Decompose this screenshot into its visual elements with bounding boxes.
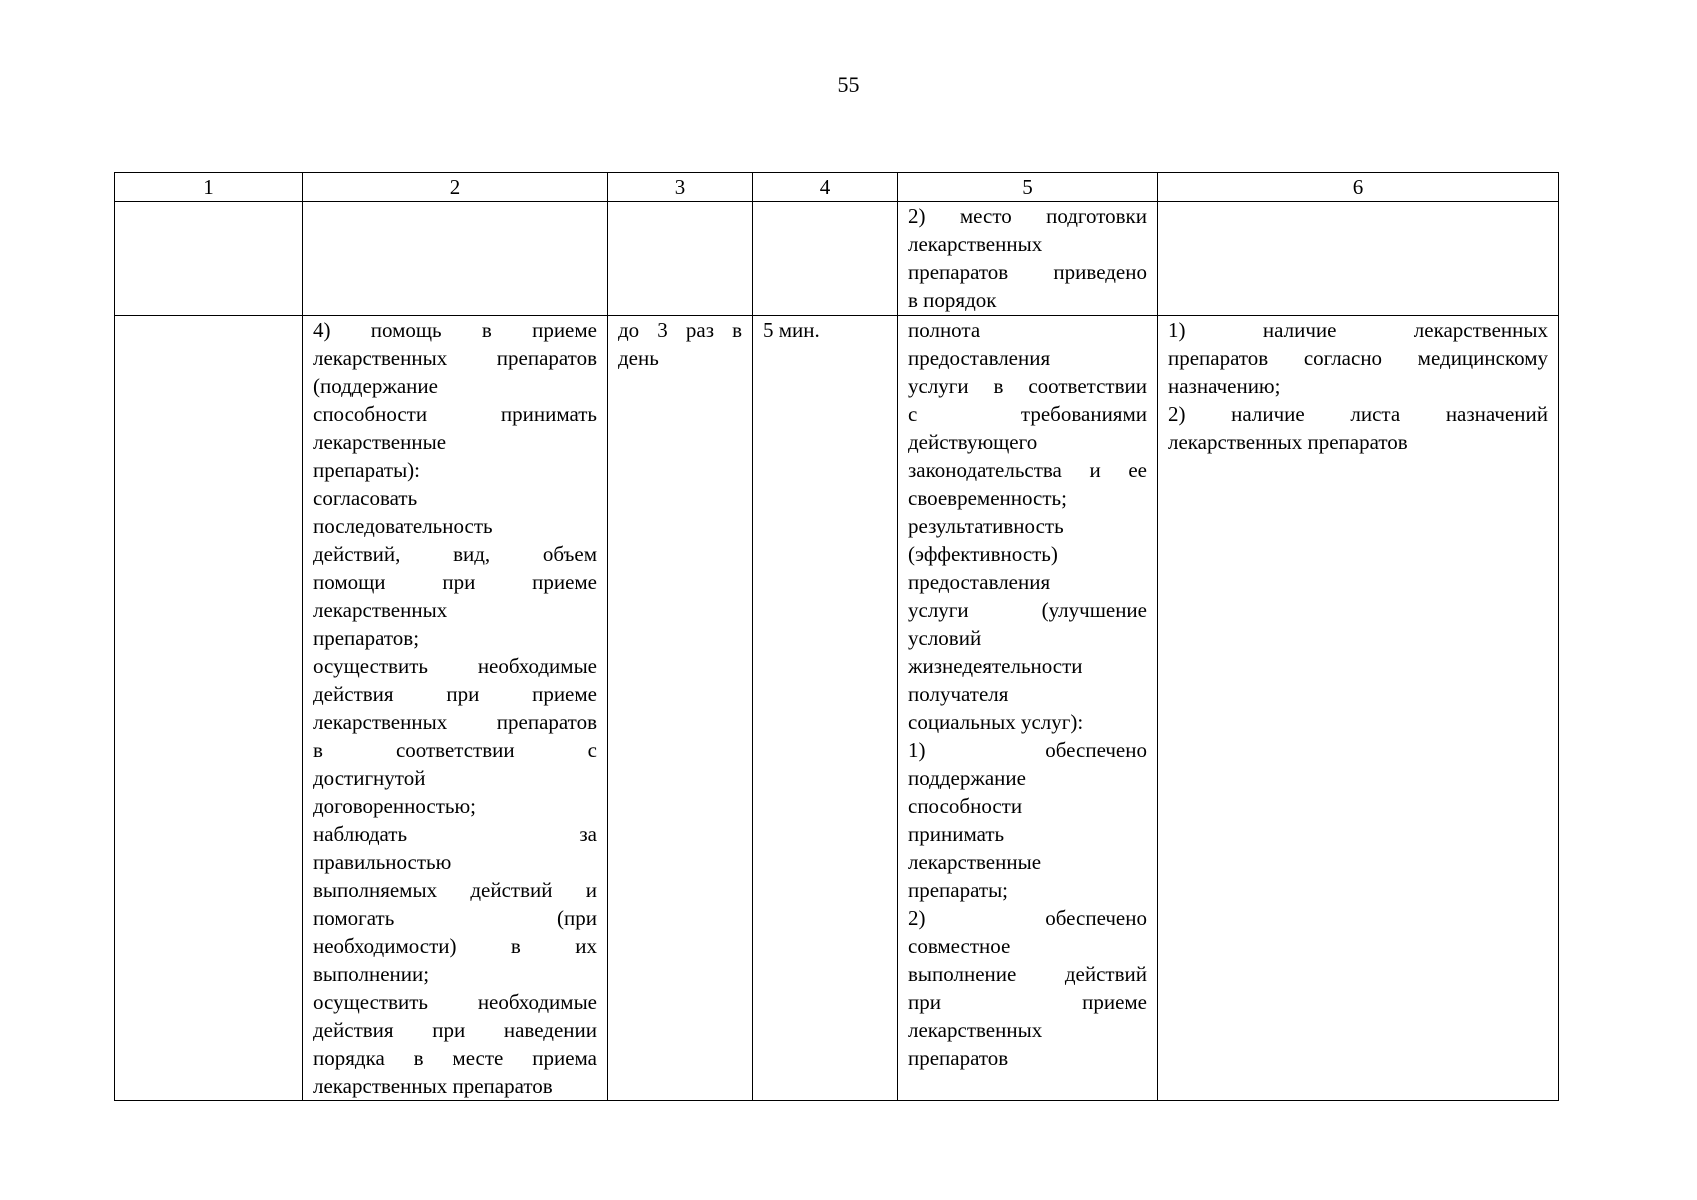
table-cell — [1158, 202, 1559, 316]
text-line: полнота — [908, 318, 981, 342]
text-line: 2) наличие листа назначений — [1168, 402, 1548, 426]
table-row — [115, 202, 1559, 316]
text-line: лекарственных препаратов — [313, 1074, 553, 1098]
frequency-cell — [608, 316, 753, 1101]
text-line: препаратов — [908, 1046, 1009, 1070]
text-line: препаратов согласно медицинскому — [1168, 346, 1548, 370]
text-line: достигнутой — [313, 766, 426, 790]
text-line: результативность — [908, 514, 1064, 538]
text-line: последовательность — [313, 514, 493, 538]
text-line: договоренностью; — [313, 794, 476, 818]
quality-indicator-cell — [898, 202, 1158, 316]
text-line: способности — [908, 794, 1023, 818]
services-table — [114, 172, 1559, 1101]
text-line: препаратов приведено — [908, 260, 1147, 284]
column-header-6: 6 — [1158, 173, 1559, 202]
column-header-3: 3 — [608, 173, 753, 202]
page-number: 55 — [837, 72, 860, 97]
text-line: при приеме — [908, 990, 1147, 1014]
text-line: лекарственных — [313, 598, 448, 622]
text-line: согласовать — [313, 486, 418, 510]
text-line: условий — [908, 626, 982, 650]
text-line: лекарственных препаратов — [1168, 430, 1408, 454]
table-cell — [608, 202, 753, 316]
text-line: действий, вид, объем — [313, 542, 597, 566]
text-line: 5 мин. — [763, 318, 820, 342]
column-header-4: 4 — [753, 173, 898, 202]
table-cell — [115, 316, 303, 1101]
text-line: услуги (улучшение — [908, 598, 1147, 622]
text-line: препараты): — [313, 458, 421, 482]
column-header-1: 1 — [115, 173, 303, 202]
table-cell — [753, 202, 898, 316]
text-line: препараты; — [908, 878, 1009, 902]
text-line: жизнедеятельности — [908, 654, 1083, 678]
table-cell — [115, 202, 303, 316]
column-header-5: 5 — [898, 173, 1158, 202]
text-line: правильностью — [313, 850, 452, 874]
text-line: помощи при приеме — [313, 570, 597, 594]
text-line: лекарственных — [908, 1018, 1043, 1042]
table-row — [115, 316, 1559, 1101]
text-line: 1) наличие лекарственных — [1168, 318, 1548, 342]
text-line: лекарственных препаратов — [313, 710, 597, 734]
text-line: услуги в соответствии — [908, 374, 1147, 398]
text-line: 4) помощь в приеме — [313, 318, 597, 342]
text-line: препаратов; — [313, 626, 420, 650]
text-line: с требованиями — [908, 402, 1147, 426]
text-line: до 3 раз в — [618, 318, 742, 342]
evaluation-cell — [1158, 316, 1559, 1101]
header-row — [115, 173, 1559, 202]
text-line: лекарственные — [313, 430, 447, 454]
text-line: в порядок — [908, 288, 997, 312]
table-cell — [303, 202, 608, 316]
text-line: в соответствии с — [313, 738, 597, 762]
column-header-2: 2 — [303, 173, 608, 202]
text-line: наблюдать за — [313, 822, 597, 846]
text-line: способности принимать — [313, 402, 597, 426]
text-line: действия при приеме — [313, 682, 597, 706]
text-line: необходимости) в их — [313, 934, 597, 958]
text-line: выполняемых действий и — [313, 878, 597, 902]
service-description-cell — [303, 316, 608, 1101]
text-line: принимать — [908, 822, 1005, 846]
text-line: день — [618, 346, 659, 370]
text-line: социальных услуг): — [908, 710, 1084, 734]
text-line: (поддержание — [313, 374, 438, 398]
quality-indicator-cell — [898, 316, 1158, 1101]
text-line: законодательства и ее — [908, 458, 1147, 482]
text-line: 2) обеспечено — [908, 906, 1147, 930]
text-line: действующего — [908, 430, 1038, 454]
text-line: назначению; — [1168, 374, 1281, 398]
text-line: лекарственных препаратов — [313, 346, 597, 370]
text-line: предоставления — [908, 346, 1051, 370]
text-line: совместное — [908, 934, 1011, 958]
text-line: 2) место подготовки — [908, 204, 1147, 228]
text-line: выполнение действий — [908, 962, 1147, 986]
text-line: осуществить необходимые — [313, 990, 597, 1014]
text-line: поддержание — [908, 766, 1026, 790]
text-line: своевременность; — [908, 486, 1067, 510]
text-line: выполнении; — [313, 962, 430, 986]
duration-cell — [753, 316, 898, 1101]
text-line: помогать (при — [313, 906, 597, 930]
text-line: получателя — [908, 682, 1009, 706]
text-line: осуществить необходимые — [313, 654, 597, 678]
text-line: порядка в месте приема — [313, 1046, 597, 1070]
text-line: лекарственные — [908, 850, 1042, 874]
text-line: действия при наведении — [313, 1018, 597, 1042]
text-line: лекарственных — [908, 232, 1043, 256]
text-line: предоставления — [908, 570, 1051, 594]
text-line: (эффективность) — [908, 542, 1058, 566]
text-line: 1) обеспечено — [908, 738, 1147, 762]
